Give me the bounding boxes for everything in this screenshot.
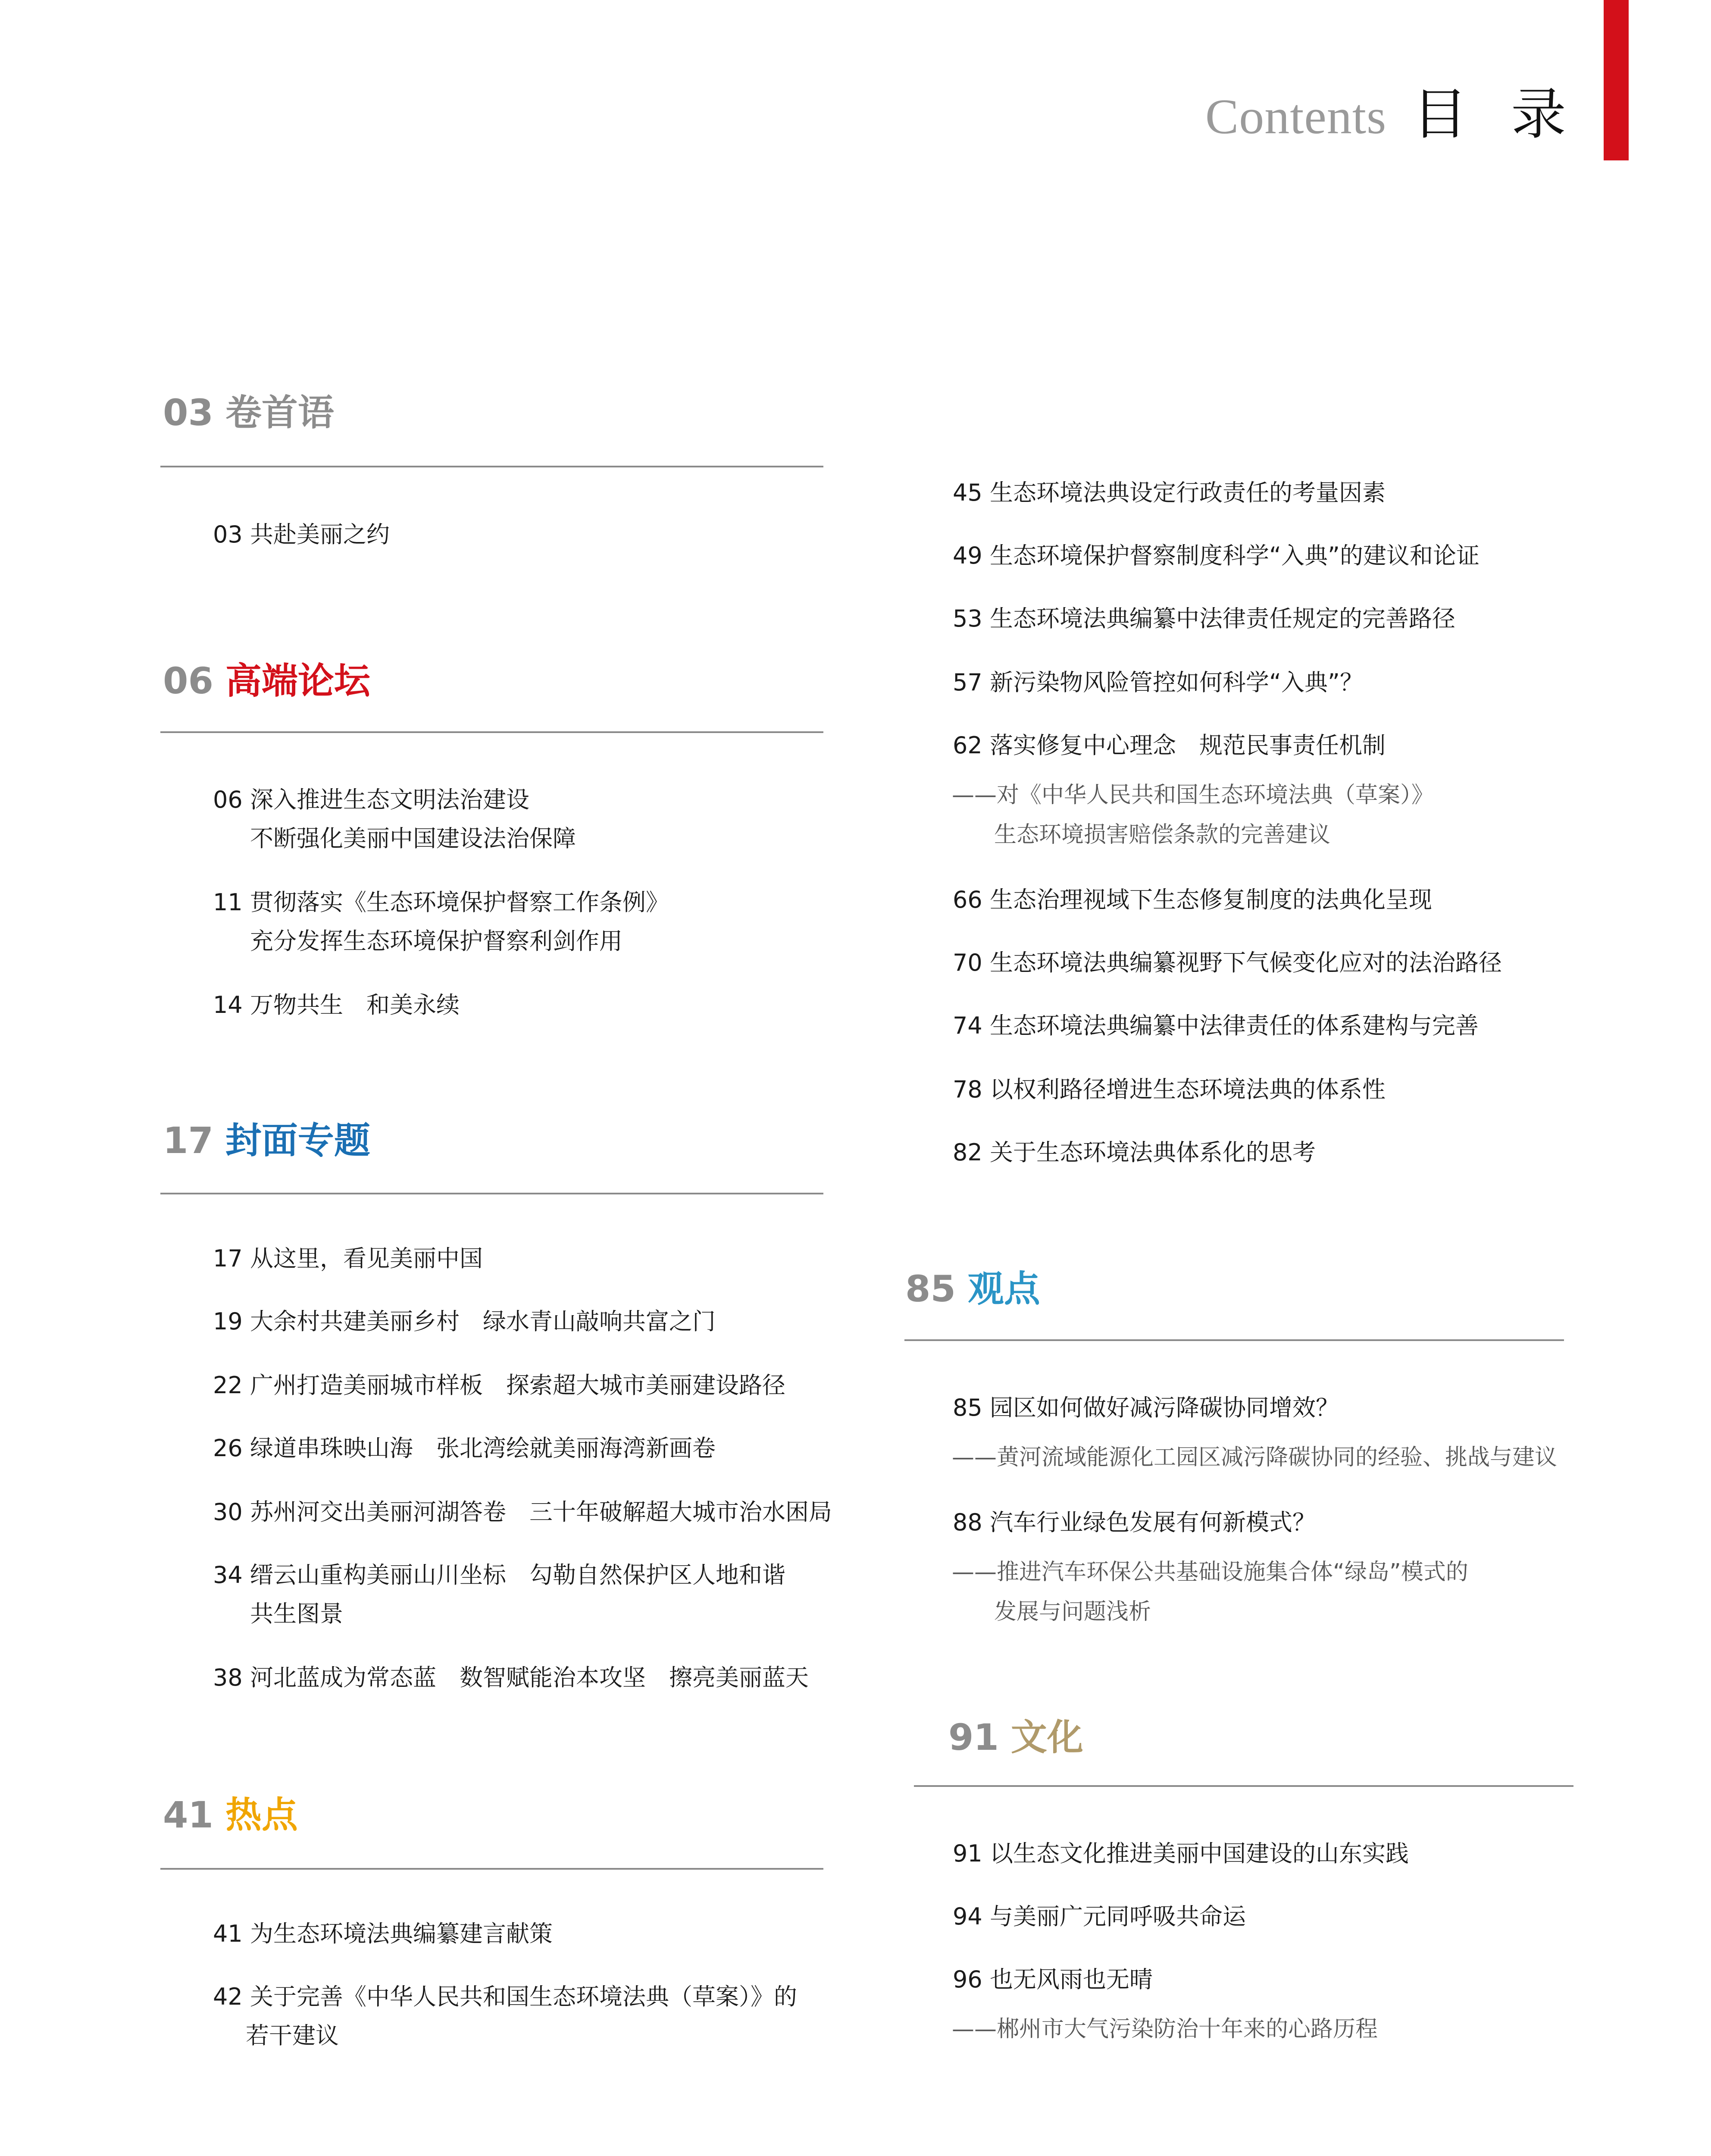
toc-entry[interactable]: 42 关于完善《中华人民共和国生态环境法典（草案）》的	[213, 1983, 797, 2010]
section-heading-preface: 03 卷首语	[163, 392, 334, 434]
toc-entry[interactable]: 49 生态环境保护督察制度科学“入典”的建议和论证	[953, 542, 1480, 569]
toc-entry[interactable]: 70 生态环境法典编纂视野下气候变化应对的法治路径	[953, 949, 1502, 976]
title-chinese: 目 录	[1412, 82, 1579, 147]
section-divider	[160, 1868, 823, 1870]
toc-entry[interactable]: 62 落实修复中心理念 规范民事责任机制	[953, 732, 1386, 759]
toc-entry[interactable]: 53 生态环境法典编纂中法律责任规定的完善路径	[953, 605, 1455, 632]
toc-entry[interactable]: 03 共赴美丽之约	[213, 521, 390, 548]
section-divider	[160, 731, 823, 733]
toc-entry-subtitle: ——郴州市大气污染防治十年来的心路历程	[952, 2016, 1378, 2042]
toc-entry[interactable]: 85 园区如何做好减污降碳协同增效？	[953, 1394, 1339, 1421]
toc-entry[interactable]: 82 关于生态环境法典体系化的思考	[953, 1139, 1316, 1166]
section-heading-hot: 41 热点	[163, 1794, 298, 1836]
toc-entry-subtitle: ——对《中华人民共和国生态环境法典（草案）》	[952, 782, 1434, 808]
toc-entry[interactable]: 17 从这里，看见美丽中国	[213, 1245, 483, 1272]
toc-entry[interactable]: 34 缙云山重构美丽山川坐标 勾勒自然保护区人地和谐	[213, 1561, 785, 1589]
contents-header	[1205, 70, 1579, 149]
toc-entry[interactable]: 66 生态治理视域下生态修复制度的法典化呈现	[953, 886, 1432, 913]
toc-entry-continued: 充分发挥生态环境保护督察利剑作用	[250, 928, 622, 955]
toc-entry[interactable]: 41 为生态环境法典编纂建言献策	[213, 1920, 553, 1947]
toc-entry[interactable]: 14 万物共生 和美永续	[213, 991, 460, 1018]
toc-entry[interactable]: 45 生态环境法典设定行政责任的考量因素	[953, 479, 1386, 506]
toc-entry-subtitle: ——推进汽车环保公共基础设施集合体“绿岛”模式的	[952, 1559, 1468, 1585]
toc-entry[interactable]: 19 大余村共建美丽乡村 绿水青山敲响共富之门	[213, 1308, 716, 1335]
toc-entry[interactable]: 30 苏州河交出美丽河湖答卷 三十年破解超大城市治水困局	[213, 1498, 832, 1526]
section-heading-forum: 06 高端论坛	[163, 660, 370, 702]
toc-entry[interactable]: 96 也无风雨也无晴	[953, 1966, 1153, 1993]
section-heading-view: 85 观点	[905, 1268, 1040, 1310]
section-divider	[160, 1193, 823, 1194]
section-heading-culture: 91 文化	[948, 1716, 1083, 1758]
toc-entry-subtitle-continued: 发展与问题浅析	[994, 1599, 1151, 1625]
section-divider	[904, 1339, 1564, 1341]
toc-entry[interactable]: 74 生态环境法典编纂中法律责任的体系建构与完善	[953, 1012, 1479, 1039]
section-heading-cover: 17 封面专题	[163, 1119, 370, 1162]
toc-entry[interactable]: 94 与美丽广元同呼吸共命运	[953, 1903, 1246, 1930]
toc-entry-continued: 共生图景	[250, 1600, 343, 1627]
section-divider	[160, 466, 823, 467]
toc-entry[interactable]: 22 广州打造美丽城市样板 探索超大城市美丽建设路径	[213, 1372, 785, 1399]
section-divider	[914, 1785, 1573, 1787]
title-english: Contents	[1205, 89, 1387, 144]
toc-entry-subtitle-continued: 生态环境损害赔偿条款的完善建议	[994, 822, 1331, 848]
toc-entry[interactable]: 06 深入推进生态文明法治建设	[213, 786, 529, 813]
toc-entry[interactable]: 11 贯彻落实《生态环境保护督察工作条例》	[213, 889, 669, 916]
toc-entry[interactable]: 88 汽车行业绿色发展有何新模式？	[953, 1509, 1316, 1536]
toc-entry[interactable]: 26 绿道串珠映山海 张北湾绘就美丽海湾新画卷	[213, 1435, 716, 1462]
toc-entry[interactable]: 91 以生态文化推进美丽中国建设的山东实践	[953, 1840, 1409, 1867]
toc-entry[interactable]: 38 河北蓝成为常态蓝 数智赋能治本攻坚 擦亮美丽蓝天	[213, 1664, 809, 1691]
toc-entry-continued: 若干建议	[246, 2022, 339, 2049]
toc-entry-subtitle: ——黄河流域能源化工园区减污降碳协同的经验、挑战与建议	[952, 1445, 1558, 1470]
toc-entry[interactable]: 57 新污染物风险管控如何科学“入典”？	[953, 669, 1363, 696]
toc-entry-continued: 不断强化美丽中国建设法治保障	[250, 825, 576, 852]
red-corner-bar	[1604, 0, 1629, 160]
toc-entry[interactable]: 78 以权利路径增进生态环境法典的体系性	[953, 1076, 1386, 1103]
